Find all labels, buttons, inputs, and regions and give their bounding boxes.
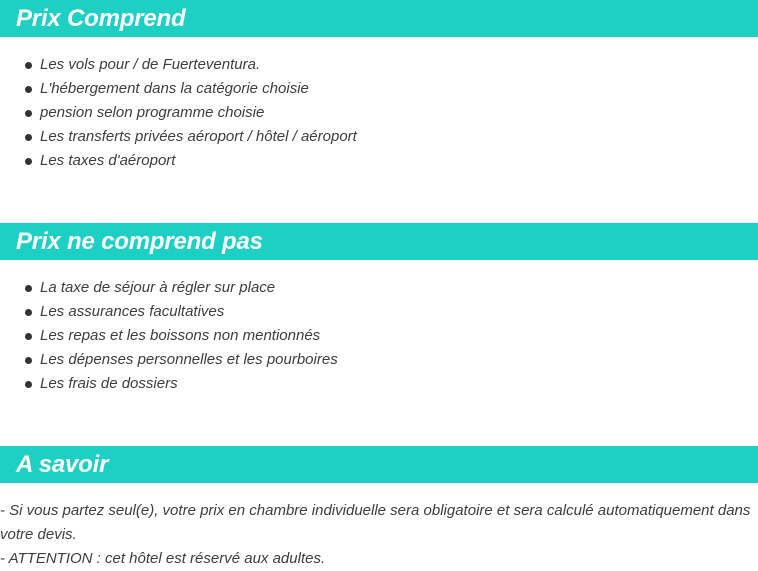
section-header-prix-ne-comprend-pas [0,223,758,260]
bullet-icon [25,134,32,141]
list-item-label: pension selon programme choisie [40,104,265,121]
bullet-icon [25,357,32,364]
list-item [0,324,758,348]
list-item [0,300,758,324]
note-line: - ATTENTION : cet hôtel est réservé aux adultes. [0,550,326,567]
section-title: A savoir [16,451,109,478]
section-title: Prix Comprend [16,5,186,32]
list-item [0,53,758,77]
bullet-icon [25,158,32,165]
excluded-list [0,276,758,396]
list-item-label: Les repas et les boissons non mentionnés [40,327,321,344]
list-item [0,372,758,396]
list-item [0,276,758,300]
bullet-icon [25,381,32,388]
list-item [0,348,758,372]
list-item-label: Les vols pour / de Fuerteventura. [40,56,261,73]
included-list [0,53,758,173]
list-item [0,149,758,173]
list-item-label: Les assurances facultatives [40,303,225,320]
note-line: - Si vous partez seul(e), votre prix en chambre individuelle sera obligatoire et sera calculé automatiquement dans votre devis. [0,502,751,543]
bullet-icon [25,333,32,340]
bullet-icon [25,285,32,292]
list-item-label: Les frais de dossiers [40,375,178,392]
bullet-icon [25,110,32,117]
notes-text [0,499,758,571]
section-header-a-savoir [0,446,758,483]
list-item-label: Les taxes d'aéroport [40,152,176,169]
list-item-label: L'hébergement dans la catégorie choisie [40,80,309,97]
list-item [0,125,758,149]
section-header-prix-comprend [0,0,758,37]
section-title: Prix ne comprend pas [16,228,263,255]
bullet-icon [25,309,32,316]
list-item-label: Les dépenses personnelles et les pourboires [40,351,338,368]
list-item-label: La taxe de séjour à régler sur place [40,279,276,296]
list-item-label: Les transferts privées aéroport / hôtel / aéroport [40,128,357,145]
bullet-icon [25,62,32,69]
list-item [0,77,758,101]
list-item [0,101,758,125]
bullet-icon [25,86,32,93]
